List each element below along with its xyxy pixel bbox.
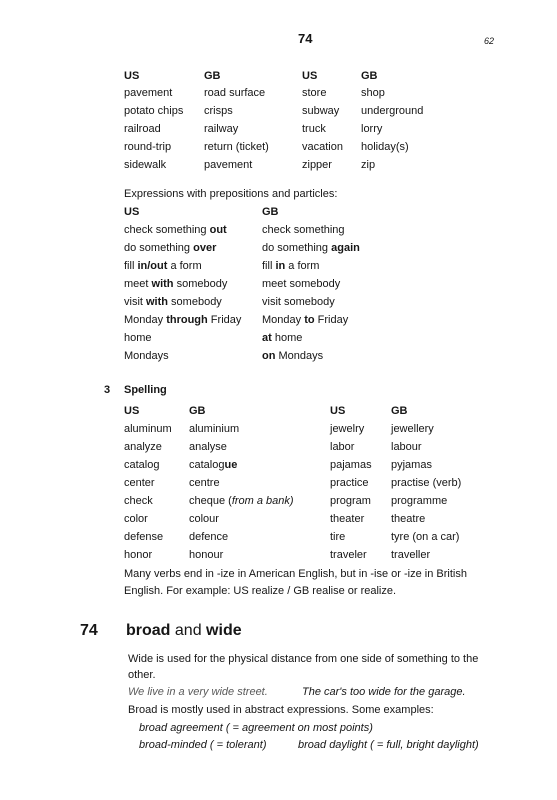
entry-number: 74 (80, 622, 98, 639)
vocab-left-gb: return (ticket) (204, 141, 269, 153)
spelling-gb: catalogue (189, 459, 238, 471)
spelling-gb-header: GB (391, 405, 408, 417)
spelling-gb: defence (189, 531, 229, 543)
spelling-us: color (124, 513, 148, 525)
vocab-left-us: potato chips (124, 105, 184, 117)
vocab-left-us: railroad (124, 123, 161, 135)
example-sentence: broad-minded ( = tolerant) (139, 739, 267, 751)
vocab-left-gb: crisps (204, 105, 233, 117)
expression-us: do something over (124, 242, 217, 254)
expressions-us-header: US (124, 206, 140, 218)
spelling-gb: theatre (391, 513, 426, 525)
vocab-right-us-header: US (302, 70, 318, 82)
expression-us: Monday through Friday (124, 314, 242, 326)
vocab-left-us-header: US (124, 70, 140, 82)
spelling-gb: colour (189, 513, 219, 525)
spelling-gb-header: GB (189, 405, 206, 417)
section-title: Spelling (124, 384, 167, 396)
spelling-us: honor (124, 549, 153, 561)
vocab-left-gb: pavement (204, 159, 253, 171)
vocab-left-gb: road surface (204, 87, 266, 99)
entry-title: broad and wide (126, 622, 242, 639)
spelling-us: labor (330, 441, 355, 453)
expression-us: Mondays (124, 350, 169, 362)
spelling-us: pajamas (330, 459, 372, 471)
spelling-us: center (124, 477, 155, 489)
spelling-us: program (330, 495, 371, 507)
spelling-gb: labour (391, 441, 422, 453)
expression-gb: meet somebody (262, 278, 341, 290)
spelling-gb: centre (189, 477, 220, 489)
spelling-us: practice (330, 477, 369, 489)
vocab-right-us: subway (302, 105, 340, 117)
spelling-us: traveler (330, 549, 367, 561)
spelling-us: theater (330, 513, 365, 525)
expression-gb: check something (262, 224, 345, 236)
spelling-us: catalog (124, 459, 160, 471)
vocab-left-gb: railway (204, 123, 239, 135)
spelling-gb: honour (189, 549, 224, 561)
expression-us: check something out (124, 224, 227, 236)
spelling-gb: aluminium (189, 423, 240, 435)
expression-gb: at home (262, 332, 303, 344)
vocab-left-us: sidewalk (124, 159, 167, 171)
spelling-gb: analyse (189, 441, 227, 453)
vocab-right-gb: underground (361, 105, 424, 117)
expression-gb: fill in a form (262, 260, 320, 272)
spelling-note-line: English. For example: US realize / GB realise or realize. (124, 585, 397, 597)
expression-us: fill in/out a form (124, 260, 202, 272)
spelling-gb: pyjamas (391, 459, 432, 471)
expressions-intro: Expressions with prepositions and particles: (124, 188, 338, 200)
vocab-right-us: store (302, 87, 327, 99)
expression-gb: visit somebody (262, 296, 335, 308)
section-number: 3 (104, 384, 111, 396)
example-sentence: We live in a very wide street. (128, 686, 268, 698)
expression-gb: on Mondays (262, 350, 324, 362)
side-page-number: 62 (484, 36, 495, 46)
spelling-gb: practise (verb) (391, 477, 462, 489)
vocab-right-gb: zip (361, 159, 376, 171)
vocab-right-us: truck (302, 123, 326, 135)
expression-gb: Monday to Friday (262, 314, 349, 326)
example-sentence: broad daylight ( = full, bright daylight) (298, 739, 479, 751)
entry-paragraph-line: Broad is mostly used in abstract expressions. Some examples: (128, 704, 434, 716)
entry-paragraph-line: other. (128, 669, 156, 681)
spelling-gb: cheque (from a bank) (189, 495, 294, 507)
vocab-right-gb: shop (361, 87, 385, 99)
vocab-right-us: vacation (302, 141, 343, 153)
expression-gb: do something again (262, 242, 360, 254)
spelling-gb: jewellery (391, 423, 434, 435)
expression-us: home (124, 332, 152, 344)
spelling-note-line: Many verbs end in -ize in American English, but in -ise or -ize in British (124, 568, 467, 580)
vocab-left-us: round-trip (124, 141, 172, 153)
spelling-gb: tyre (on a car) (391, 531, 460, 543)
spelling-us-header: US (124, 405, 140, 417)
vocab-right-us: zipper (302, 159, 332, 171)
page-number: 74 (298, 31, 313, 46)
spelling-us: defense (124, 531, 164, 543)
spelling-us: tire (330, 531, 346, 543)
spelling-gb: programme (391, 495, 448, 507)
expression-us: visit with somebody (124, 296, 222, 308)
expressions-gb-header: GB (262, 206, 279, 218)
vocab-right-gb-header: GB (361, 70, 378, 82)
spelling-gb: traveller (391, 549, 431, 561)
expression-us: meet with somebody (124, 278, 228, 290)
entry-paragraph-line: Wide is used for the physical distance from one side of something to the (128, 653, 479, 665)
spelling-us: aluminum (124, 423, 172, 435)
example-sentence: broad agreement ( = agreement on most points) (139, 722, 373, 734)
spelling-us: check (124, 495, 153, 507)
spelling-us: analyze (124, 441, 162, 453)
vocab-right-gb: holiday(s) (361, 141, 409, 153)
vocab-right-gb: lorry (361, 123, 383, 135)
vocab-left-gb-header: GB (204, 70, 221, 82)
spelling-us-header: US (330, 405, 346, 417)
vocab-left-us: pavement (124, 87, 173, 99)
spelling-us: jewelry (330, 423, 365, 435)
example-sentence: The car's too wide for the garage. (302, 686, 466, 698)
